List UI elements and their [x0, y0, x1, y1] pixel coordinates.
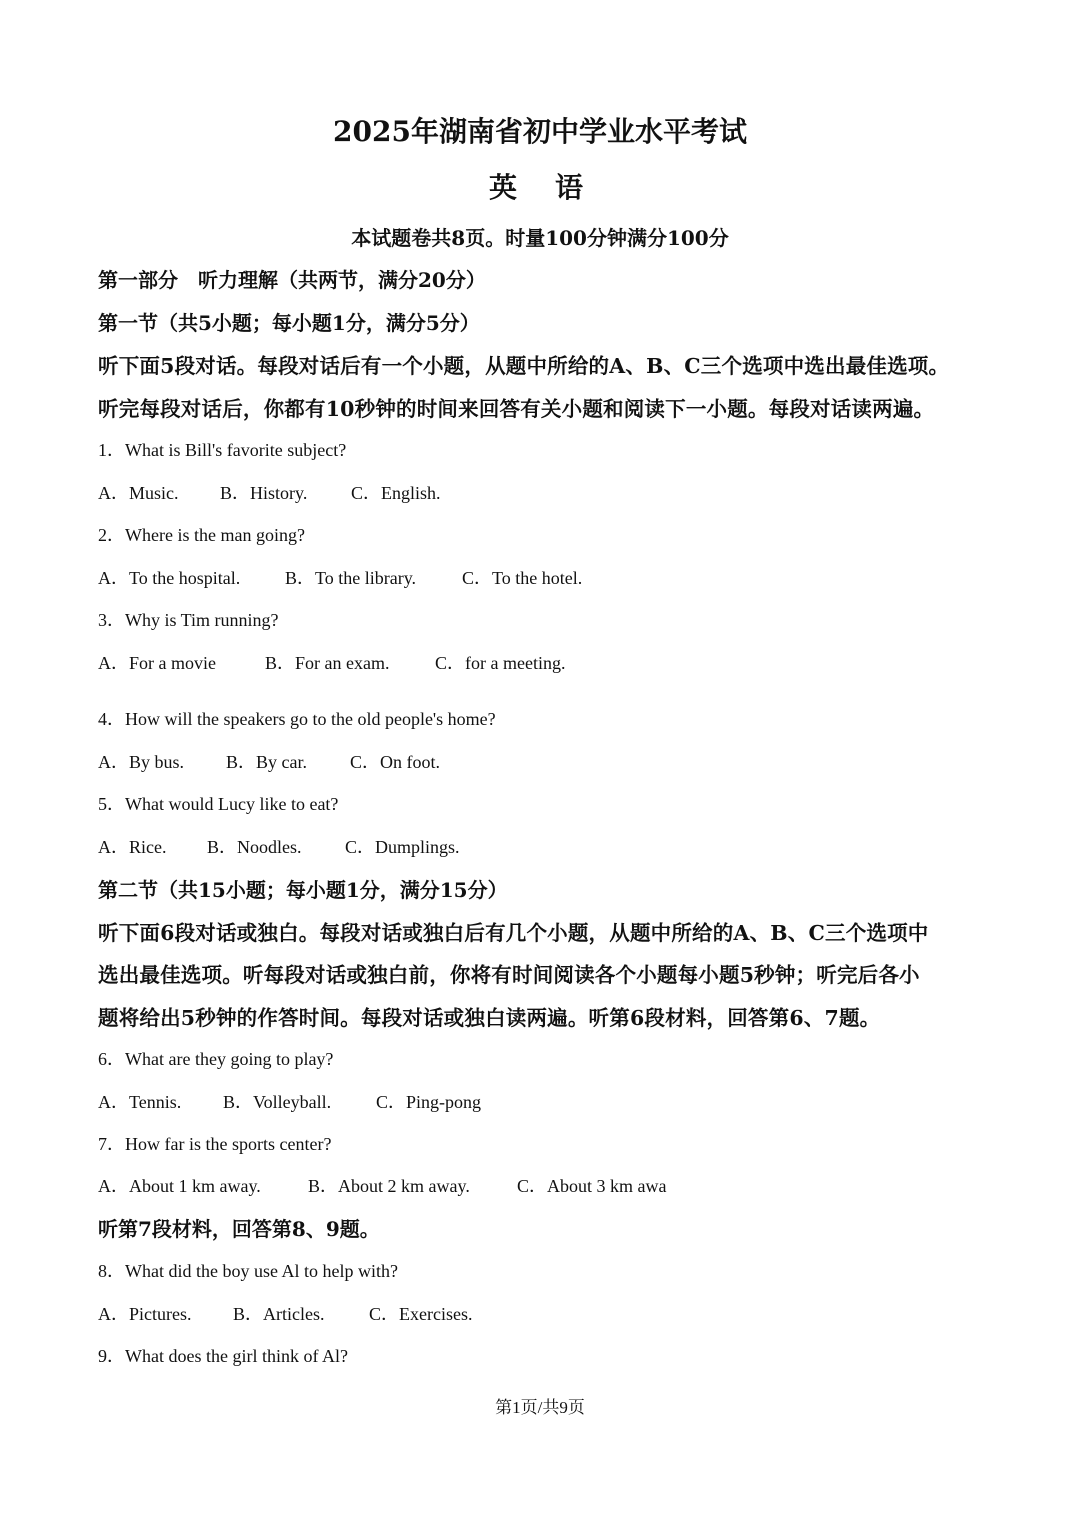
question-3: 3．Why is Tim running? — [98, 610, 279, 630]
option: A．Pictures. — [98, 1304, 192, 1324]
option: C．To the hotel. — [462, 568, 583, 588]
question-8: 8．What did the boy use Al to help with? — [98, 1261, 398, 1281]
section1-heading: 第一节（共5小题；每小题1分，满分5分） — [98, 311, 480, 335]
section2-instruction-3: 题将给出5秒钟的作答时间。每段对话或独白读两遍。听第6段材料，回答第6、7题。 — [98, 1006, 881, 1030]
question-2: 2．Where is the man going? — [98, 525, 305, 545]
subject-char-1: 英 — [488, 171, 525, 204]
option: C．Exercises. — [369, 1304, 473, 1324]
question-1: 1．What is Bill's favorite subject? — [98, 440, 347, 460]
option: B．To the library. — [285, 568, 417, 588]
section1-instruction-1: 听下面5段对话。每段对话后有一个小题，从题中所给的A、B、C三个选项中选出最佳选项。 — [98, 354, 950, 378]
section2-instruction-1: 听下面6段对话或独白。每段对话或独白后有几个小题，从题中所给的A、B、C三个选项中 — [98, 921, 929, 945]
option: B．Articles. — [233, 1304, 325, 1324]
option: C．Ping-pong — [376, 1092, 482, 1112]
question-9: 9．What does the girl think of Al? — [98, 1346, 348, 1366]
option: A．By bus. — [98, 752, 185, 772]
option: B．Volleyball. — [223, 1092, 332, 1112]
exam-info: 本试题卷共8页。时量100分钟满分100分 — [351, 226, 729, 250]
subject-char-2: 语 — [555, 171, 592, 204]
exam-title: 2025年湖南省初中学业水平考试 — [333, 115, 747, 148]
option: C．About 3 km awa — [517, 1176, 667, 1196]
subject-title — [0, 166, 1080, 206]
option: C．On foot. — [350, 752, 440, 772]
section1-instruction-2: 听完每段对话后，你都有10秒钟的时间来回答有关小题和阅读下一小题。每段对话读两遍。 — [98, 397, 935, 421]
option: C．Dumplings. — [345, 837, 460, 857]
material-7-heading: 听第7段材料，回答第8、9题。 — [98, 1217, 380, 1241]
page-footer: 第1页/共9页 — [495, 1398, 585, 1417]
part1-heading: 第一部分 听力理解（共两节，满分20分） — [98, 268, 486, 292]
option: B．Noodles. — [207, 837, 302, 857]
option: A．To the hospital. — [98, 568, 241, 588]
option: A．Tennis. — [98, 1092, 182, 1112]
option: C．for a meeting. — [435, 653, 566, 673]
question-7: 7．How far is the sports center? — [98, 1134, 332, 1154]
option: B．By car. — [226, 752, 307, 772]
option: B．History. — [220, 483, 308, 503]
option: B．About 2 km away. — [308, 1176, 470, 1196]
option: B．For an exam. — [265, 653, 390, 673]
option: A．Rice. — [98, 837, 167, 857]
option: A．About 1 km away. — [98, 1176, 261, 1196]
section2-heading: 第二节（共15小题；每小题1分，满分15分） — [98, 878, 508, 902]
question-5: 5．What would Lucy like to eat? — [98, 794, 339, 814]
question-6: 6．What are they going to play? — [98, 1049, 334, 1069]
option: A．Music. — [98, 483, 179, 503]
question-4: 4．How will the speakers go to the old people's home? — [98, 709, 496, 729]
option: A．For a movie — [98, 653, 216, 673]
option: C．English. — [351, 483, 441, 503]
section2-instruction-2: 选出最佳选项。听每段对话或独白前，你将有时间阅读各个小题每小题5秒钟；听完后各小 — [98, 963, 920, 987]
